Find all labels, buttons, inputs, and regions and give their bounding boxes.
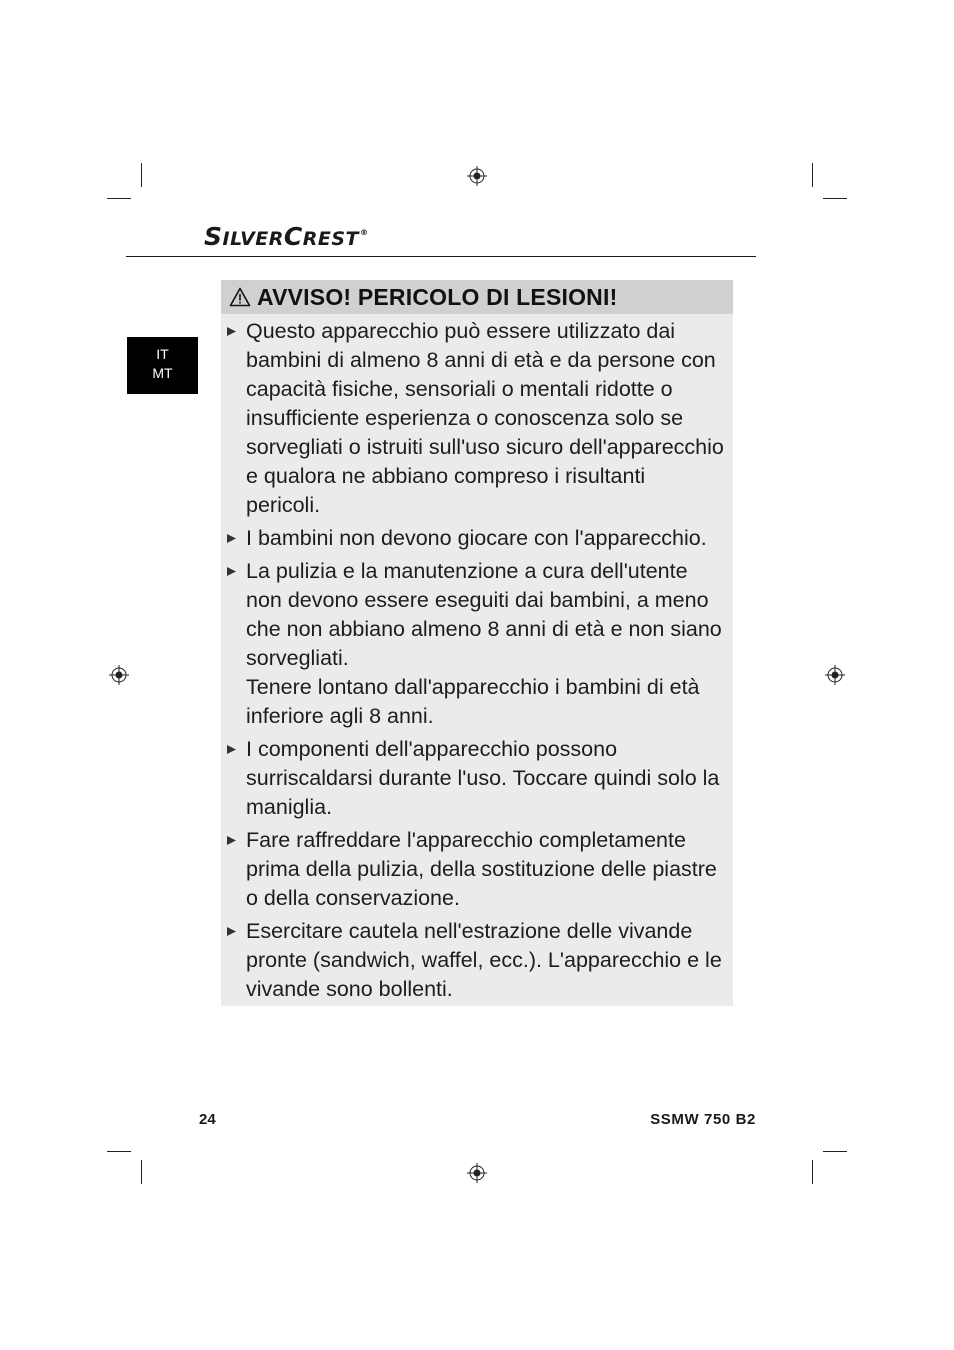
warning-list-item bbox=[246, 917, 725, 1004]
warning-list-item bbox=[246, 735, 725, 822]
warning-text: I componenti dell'apparecchio possono surriscaldarsi durante l'uso. Toccare quindi solo la maniglia. bbox=[246, 737, 720, 819]
warning-list-item bbox=[246, 557, 725, 731]
language-tab bbox=[127, 337, 198, 394]
warning-header bbox=[221, 280, 733, 314]
warning-triangle-icon bbox=[229, 287, 251, 307]
crop-mark bbox=[107, 1151, 131, 1152]
model-number: SSMW 750 B2 bbox=[650, 1111, 756, 1128]
crop-mark bbox=[812, 1160, 813, 1184]
crop-mark bbox=[107, 198, 131, 199]
bullet-arrow-icon bbox=[227, 326, 236, 337]
warning-text: Tenere lontano dall'apparecchio i bambini di età inferiore agli 8 anni. bbox=[246, 675, 700, 728]
header-divider bbox=[126, 256, 756, 257]
crop-mark bbox=[812, 163, 813, 187]
registration-mark-icon bbox=[467, 166, 487, 186]
warning-text: Fare raffreddare l'apparecchio completamente prima della pulizia, della sostituzione delle piastre o della conservazione. bbox=[246, 828, 717, 910]
registration-mark-icon bbox=[825, 665, 845, 685]
registration-mark-icon bbox=[109, 665, 129, 685]
warning-list bbox=[221, 314, 733, 1004]
bullet-arrow-icon bbox=[227, 566, 236, 577]
warning-box bbox=[221, 280, 733, 1006]
bullet-arrow-icon bbox=[227, 533, 236, 544]
warning-list-item bbox=[246, 317, 725, 520]
warning-list-item bbox=[246, 826, 725, 913]
warning-title: AVVISO! PERICOLO DI LESIONI! bbox=[257, 283, 618, 310]
crop-mark bbox=[823, 198, 847, 199]
warning-text: La pulizia e la manutenzione a cura dell'utente non devono essere eseguiti dai bambini, a meno che non abbiano almeno 8 anni di età e non siano sorvegliati. bbox=[246, 559, 722, 670]
language-code: MT bbox=[152, 365, 173, 381]
warning-list-item bbox=[246, 524, 725, 553]
warning-text: I bambini non devono giocare con l'apparecchio. bbox=[246, 526, 707, 550]
brand-logo: SILVERCREST® bbox=[204, 222, 369, 251]
page-number: 24 bbox=[199, 1111, 216, 1128]
crop-mark bbox=[141, 163, 142, 187]
bullet-arrow-icon bbox=[227, 835, 236, 846]
registration-mark-icon bbox=[467, 1163, 487, 1183]
bullet-arrow-icon bbox=[227, 744, 236, 755]
crop-mark bbox=[141, 1160, 142, 1184]
warning-text: Esercitare cautela nell'estrazione delle vivande pronte (sandwich, waffel, ecc.). L'apparecchio e le vivande sono bollenti. bbox=[246, 919, 722, 1001]
crop-mark bbox=[823, 1151, 847, 1152]
warning-text: Questo apparecchio può essere utilizzato dai bambini di almeno 8 anni di età e da persone con capacità fisiche, sensoriali o mentali ridotte o insufficiente esperienza o conoscenza solo se sorvegliati o istruiti sull'uso sicuro dell'apparecchio e qualora ne abbiano compreso i risultanti pericoli. bbox=[246, 319, 724, 517]
language-code: IT bbox=[156, 346, 169, 362]
bullet-arrow-icon bbox=[227, 926, 236, 937]
